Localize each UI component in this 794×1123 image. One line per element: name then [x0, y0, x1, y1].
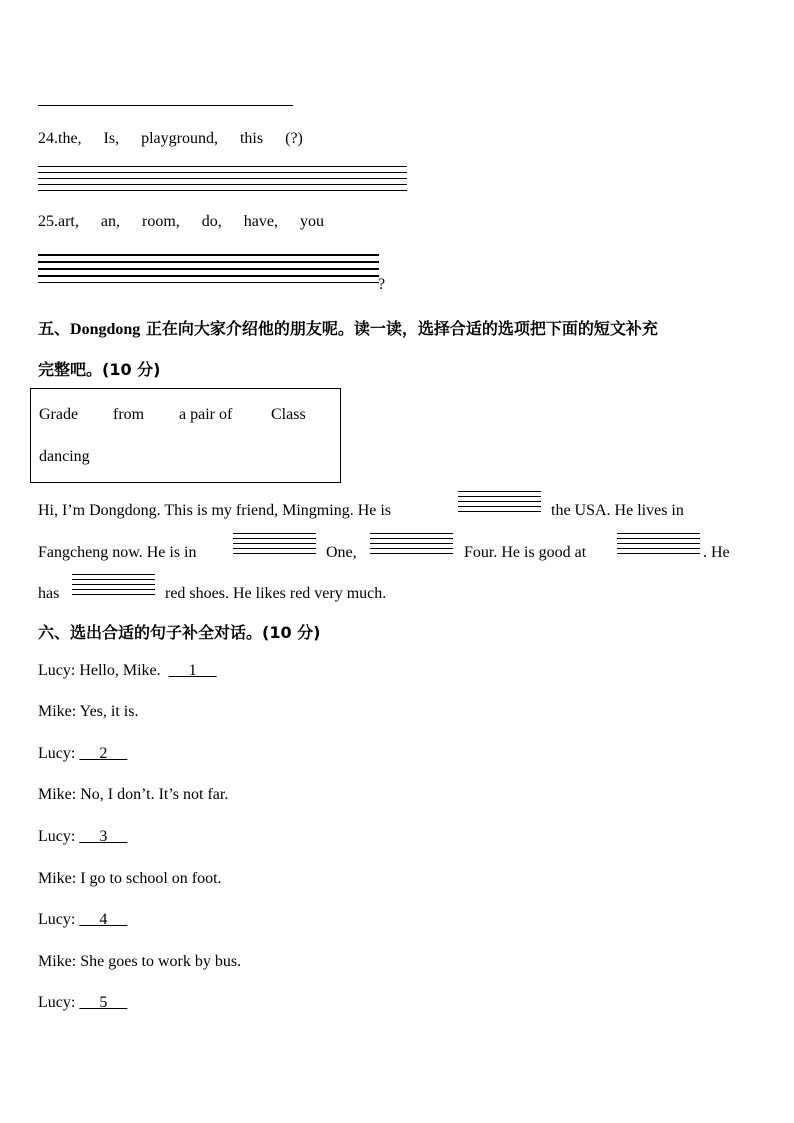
scrambled-word: Is,	[103, 130, 120, 147]
answer-line	[38, 105, 293, 106]
scrambled-word: an,	[100, 213, 120, 230]
dialogue-line	[38, 911, 127, 929]
scrambled-word: do,	[201, 213, 222, 230]
answer-lines[interactable]	[38, 166, 407, 192]
passage-text: red shoes. He likes red very much.	[165, 585, 387, 602]
question-number: 24.	[38, 130, 58, 147]
word-option: dancing	[39, 448, 90, 465]
blank-1[interactable]	[458, 491, 541, 513]
speaker: Lucy:	[38, 828, 76, 845]
speaker: Mike:	[38, 870, 77, 887]
answer-blank[interactable]: 3	[99, 828, 108, 845]
question-mark: ?	[378, 276, 386, 293]
utterance: I go to school on foot.	[80, 870, 222, 887]
word-option: from	[113, 406, 145, 423]
scrambled-word: this	[239, 130, 264, 147]
passage-text: Hi, I’m Dongdong. This is my friend, Mingming. He is	[38, 502, 392, 519]
scrambled-word: you	[299, 213, 324, 230]
dialogue-line	[38, 703, 138, 721]
dialogue-line	[38, 786, 228, 804]
section-5-title-cont: 完整吧。(10 分)	[38, 360, 161, 379]
scrambled-word: the,	[58, 130, 82, 147]
scrambled-word: playground,	[141, 130, 218, 147]
scrambled-word: (?)	[285, 130, 303, 147]
dialogue-line	[38, 828, 127, 846]
section-6-title: 六、选出合适的句子补全对话。(10 分)	[38, 623, 321, 642]
speaker: Mike:	[38, 703, 77, 720]
scrambled-word: room,	[141, 213, 180, 230]
word-option: a pair of	[179, 406, 233, 423]
speaker: Lucy:	[38, 745, 76, 762]
speaker: Lucy:	[38, 994, 76, 1011]
scrambled-word: have,	[243, 213, 278, 230]
dialogue-line	[38, 953, 241, 971]
answer-blank[interactable]: 1	[188, 662, 197, 679]
blank-2[interactable]	[233, 533, 316, 555]
speaker: Lucy:	[38, 662, 76, 679]
speaker: Mike:	[38, 786, 77, 803]
passage-text: One,	[326, 544, 357, 561]
passage-text: the USA. He lives in	[551, 502, 684, 519]
section-5-title: 五、Dongdong 正在向大家介绍他的朋友呢。读一读，选择合适的选项把下面的短文补充	[38, 319, 658, 338]
passage-text: has	[38, 585, 60, 602]
passage-text: Fangcheng now. He is in	[38, 544, 197, 561]
utterance: Hello, Mike.	[79, 662, 161, 679]
question-24	[38, 130, 303, 148]
answer-blank[interactable]: 2	[99, 745, 108, 762]
word-option: Class	[271, 406, 306, 423]
dialogue-line	[38, 662, 217, 680]
answer-blank[interactable]: 4	[99, 911, 108, 928]
passage-text: Four. He is good at	[464, 544, 587, 561]
dialogue-line	[38, 870, 222, 888]
answer-lines[interactable]	[38, 254, 379, 284]
speaker: Lucy:	[38, 911, 76, 928]
utterance: She goes to work by bus.	[80, 953, 242, 970]
word-option: Grade	[39, 406, 79, 423]
word-bank	[30, 388, 341, 483]
dialogue-line	[38, 994, 127, 1012]
question-25	[38, 213, 324, 231]
utterance: Yes, it is.	[79, 703, 139, 720]
question-number: 25.	[38, 213, 58, 230]
blank-3[interactable]	[370, 533, 453, 555]
passage-text: . He	[703, 544, 730, 561]
blank-4[interactable]	[617, 533, 700, 555]
answer-blank[interactable]: 5	[99, 994, 108, 1011]
blank-5[interactable]	[72, 574, 155, 596]
scrambled-word: art,	[58, 213, 79, 230]
dialogue-line	[38, 745, 127, 763]
utterance: No, I don’t. It’s not far.	[80, 786, 229, 803]
speaker: Mike:	[38, 953, 77, 970]
